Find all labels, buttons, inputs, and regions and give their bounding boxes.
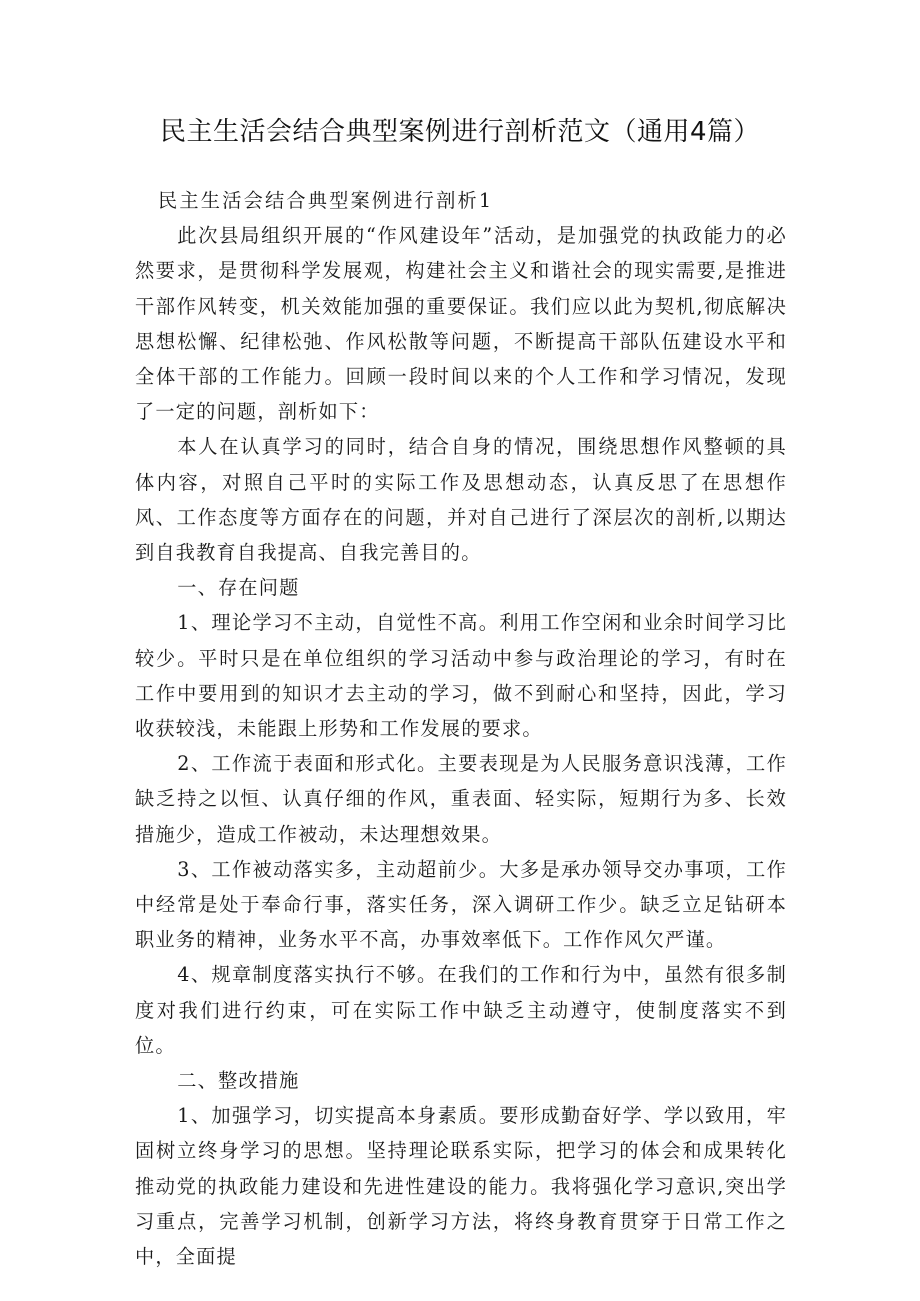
heading-measures: 二、整改措施 — [177, 1069, 300, 1093]
document-title: 民主生活会结合典型案例进行剖析范文（通用4篇） — [159, 117, 761, 147]
document-body — [135, 183, 787, 1274]
paragraph-self-analysis: 本人在认真学习的同时，结合自身的情况，围绕思想作风整顿的具体内容，对照自己平时的实际工作及思想动态，认真反思了在思想作风、工作态度等方面存在的问题，并对自己进行了深层次的剖析,以期达到自我教育自我提高、自我完善目的。 — [135, 435, 787, 565]
heading-problems: 一、存在问题 — [177, 576, 300, 600]
paragraph-problem-3: 3、工作被动落实多，主动超前少。大多是承办领导交办事项，工作中经常是处于奉命行事，落实任务，深入调研工作少。缺乏立足钻研本职业务的精神，业务水平不高，办事效率低下。工作作风欠严谨。 — [135, 857, 787, 952]
paragraph-problem-2: 2、工作流于表面和形式化。主要表现是为人民服务意识浅薄，工作缺乏持之以恒、认真仔细的作风，重表面、轻实际，短期行为多、长效措施少，造成工作被动，未达理想效果。 — [135, 752, 787, 846]
paragraph-measure-1: 1、加强学习，切实提高本身素质。要形成勤奋好学、学以致用，牢固树立终身学习的思想。坚持理论联系实际，把学习的体会和成果转化推动党的执政能力建设和先进性建设的能力。我将强化学习意识,突出学习重点，完善学习机制，创新学习方法，将终身教育贯穿于日常工作之中，全面提 — [135, 1104, 787, 1269]
paragraph-problem-1: 1、理论学习不主动，自觉性不高。利用工作空闲和业余时间学习比较少。平时只是在单位组织的学习活动中参与政治理论的学习，有时在工作中要用到的知识才去主动的学习，做不到耐心和坚持，因此，学习收获较浅，未能跟上形势和工作发展的要求。 — [135, 611, 787, 741]
paragraph-problem-4: 4、规章制度落实执行不够。在我们的工作和行为中，虽然有很多制度对我们进行约束，可在实际工作中缺乏主动遵守，使制度落实不到位。 — [135, 963, 787, 1057]
paragraph-intro: 此次县局组织开展的“作风建设年”活动，是加强党的执政能力的必然要求，是贯彻科学发展观，构建社会主义和谐社会的现实需要,是推进干部作风转变，机关效能加强的重要保证。我们应以此为契机,彻底解决思想松懈、纪律松弛、作风松散等问题，不断提高干部队伍建设水平和全体干部的工作能力。回顾一段时间以来的个人工作和学习情况，发现了一定的问题，剖析如下： — [135, 224, 787, 424]
section-subtitle: 民主生活会结合典型案例进行剖析1 — [158, 189, 494, 212]
